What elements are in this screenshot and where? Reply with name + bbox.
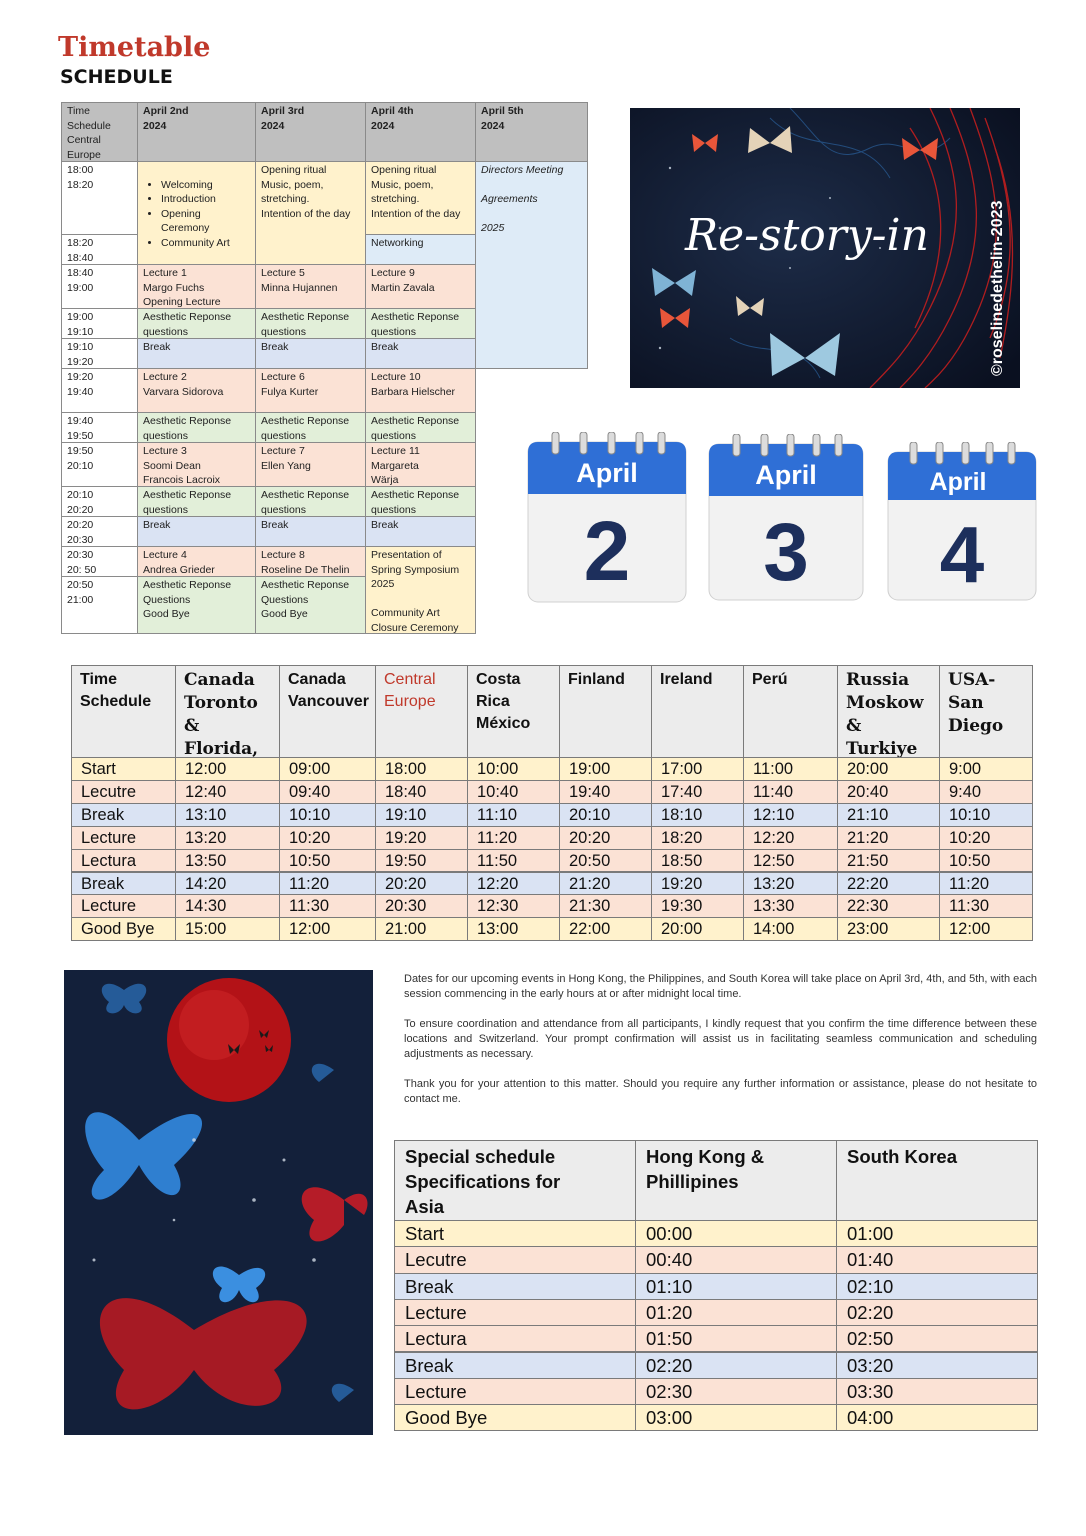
tz-header-cell: Perú xyxy=(743,665,838,758)
aesthetic-cell: Aesthetic Reponse questions xyxy=(137,308,256,339)
time-cell: 19:40 19:50 xyxy=(61,412,138,443)
aesthetic-cell: Aesthetic Reponse questions xyxy=(137,486,256,517)
lecture-cell: Lecture 8 Roseline De Thelin xyxy=(255,546,366,577)
header-april3: April 3rd 2024 xyxy=(255,102,366,162)
re-story-in-poster xyxy=(630,108,1020,388)
tz-time-cell: 14:20 xyxy=(175,872,280,896)
tz-time-cell: 14:00 xyxy=(743,917,838,941)
tz-time-cell: 9:00 xyxy=(939,757,1033,781)
april4-opening-cell: Opening ritual Music, poem, stretching. Intention of the day xyxy=(365,161,476,235)
tz-time-cell: 12:50 xyxy=(743,849,838,873)
tz-time-cell: 11:30 xyxy=(939,894,1033,918)
tz-time-cell: 09:00 xyxy=(279,757,376,781)
tz-time-cell: 20:00 xyxy=(837,757,940,781)
time-cell: 18:40 19:00 xyxy=(61,264,138,309)
note-paragraph: Dates for our upcoming events in Hong Kong, the Philippines, and South Korea will take place on April 3rd, 4th, and 5th, with each session commencing in the early hours at or after midnight local time. xyxy=(404,973,1037,1000)
time-cell: 19:50 20:10 xyxy=(61,442,138,487)
butterfly-artwork xyxy=(64,970,373,1435)
tz-time-cell: 19:50 xyxy=(375,849,468,873)
calendar-month: April xyxy=(929,468,987,496)
asia-time-cell: 02:10 xyxy=(836,1273,1038,1300)
tz-time-cell: 10:20 xyxy=(279,826,376,850)
lecture-cell: Lecture 4 Andrea Grieder xyxy=(137,546,256,577)
break-cell: Break xyxy=(137,338,256,369)
asia-header-cell: Special schedule Specifications for Asia xyxy=(394,1140,636,1221)
goodbye-cell: Aesthetic Reponse Questions Good Bye xyxy=(255,576,366,634)
header-april5: April 5th 2024 xyxy=(475,102,588,162)
tz-row-label: Lecture xyxy=(71,826,176,850)
aesthetic-cell: Aesthetic Reponse questions xyxy=(365,486,476,517)
calendar-icon xyxy=(707,434,865,607)
tz-time-cell: 12:10 xyxy=(743,803,838,827)
tz-time-cell: 21:20 xyxy=(559,872,652,896)
page-subtitle: SCHEDULE xyxy=(60,66,173,88)
calendar-month: April xyxy=(755,460,817,490)
time-cell: 18:00 18:20 xyxy=(61,161,138,235)
tz-time-cell: 11:20 xyxy=(939,872,1033,896)
asia-time-cell: 02:20 xyxy=(635,1352,837,1379)
tz-row-label: Break xyxy=(71,803,176,827)
tz-time-cell: 11:10 xyxy=(467,803,560,827)
tz-time-cell: 10:10 xyxy=(279,803,376,827)
tz-row-label: Start xyxy=(71,757,176,781)
tz-time-cell: 18:20 xyxy=(651,826,744,850)
tz-row-label: Break xyxy=(71,872,176,896)
asia-row-label: Lectura xyxy=(394,1325,636,1352)
break-cell: Break xyxy=(137,516,256,547)
tz-time-cell: 20:20 xyxy=(559,826,652,850)
tz-time-cell: 19:20 xyxy=(375,826,468,850)
tz-time-cell: 11:00 xyxy=(743,757,838,781)
tz-row-label: Lecutre xyxy=(71,780,176,804)
tz-time-cell: 10:10 xyxy=(939,803,1033,827)
tz-time-cell: 10:20 xyxy=(939,826,1033,850)
asia-header-cell: Hong Kong & Phillipines xyxy=(635,1140,837,1221)
tz-time-cell: 21:00 xyxy=(375,917,468,941)
tz-time-cell: 21:50 xyxy=(837,849,940,873)
asia-time-cell: 01:20 xyxy=(635,1299,837,1326)
closure-cell: Presentation of Spring Symposium 2025 Community Art Closure Ceremony xyxy=(365,546,476,634)
tz-time-cell: 09:40 xyxy=(279,780,376,804)
tz-time-cell: 15:00 xyxy=(175,917,280,941)
tz-time-cell: 12:20 xyxy=(743,826,838,850)
tz-time-cell: 18:40 xyxy=(375,780,468,804)
tz-time-cell: 12:20 xyxy=(467,872,560,896)
break-cell: Break xyxy=(365,516,476,547)
asia-header-cell: South Korea xyxy=(836,1140,1038,1221)
list-item: • Community Art xyxy=(161,236,250,251)
timezone-table xyxy=(71,665,1032,940)
asia-time-cell: 00:40 xyxy=(635,1246,837,1273)
header-april2: April 2nd 2024 xyxy=(137,102,256,162)
calendar-icon xyxy=(526,432,688,609)
tz-time-cell: 19:20 xyxy=(651,872,744,896)
tz-row-label: Lectura xyxy=(71,849,176,873)
april3-opening-cell: Opening ritual Music, poem, stretching. Intention of the day xyxy=(255,161,366,265)
tz-time-cell: 10:00 xyxy=(467,757,560,781)
asia-time-cell: 00:00 xyxy=(635,1220,837,1247)
tz-time-cell: 10:50 xyxy=(939,849,1033,873)
lecture-cell: Lecture 1 Margo Fuchs Opening Lecture xyxy=(137,264,256,309)
tz-time-cell: 20:20 xyxy=(375,872,468,896)
tz-time-cell: 11:50 xyxy=(467,849,560,873)
tz-time-cell: 13:10 xyxy=(175,803,280,827)
tz-time-cell: 18:00 xyxy=(375,757,468,781)
tz-time-cell: 23:00 xyxy=(837,917,940,941)
tz-row-label: Lecture xyxy=(71,894,176,918)
tz-time-cell: 18:50 xyxy=(651,849,744,873)
aesthetic-cell: Aesthetic Reponse questions xyxy=(365,308,476,339)
tz-time-cell: 10:40 xyxy=(467,780,560,804)
tz-time-cell: 20:50 xyxy=(559,849,652,873)
aesthetic-cell: Aesthetic Reponse questions xyxy=(137,412,256,443)
lecture-cell: Lecture 10 Barbara Hielscher xyxy=(365,368,476,413)
asia-time-cell: 04:00 xyxy=(836,1404,1038,1431)
tz-time-cell: 20:40 xyxy=(837,780,940,804)
asia-time-cell: 02:30 xyxy=(635,1378,837,1405)
tz-time-cell: 20:30 xyxy=(375,894,468,918)
list-item: • Opening Ceremony xyxy=(161,207,250,236)
tz-time-cell: 20:00 xyxy=(651,917,744,941)
tz-time-cell: 11:20 xyxy=(467,826,560,850)
calendar-day: 3 xyxy=(763,507,809,598)
april5-directors-cell: Directors Meeting Agreements 2025 xyxy=(475,161,588,369)
tz-time-cell: 13:20 xyxy=(175,826,280,850)
tz-time-cell: 12:00 xyxy=(175,757,280,781)
time-cell: 19:00 19:10 xyxy=(61,308,138,339)
asia-time-cell: 02:50 xyxy=(836,1325,1038,1352)
tz-time-cell: 11:40 xyxy=(743,780,838,804)
lecture-cell: Lecture 2 Varvara Sidorova xyxy=(137,368,256,413)
asia-time-cell: 01:50 xyxy=(635,1325,837,1352)
time-cell: 20:30 20: 50 xyxy=(61,546,138,577)
asia-note xyxy=(404,972,1037,1122)
page-title: Timetable xyxy=(58,32,211,63)
asia-row-label: Break xyxy=(394,1273,636,1300)
tz-time-cell: 13:00 xyxy=(467,917,560,941)
tz-header-cell: Time Schedule xyxy=(71,665,176,758)
header-april4: April 4th 2024 xyxy=(365,102,476,162)
tz-time-cell: 12:00 xyxy=(939,917,1033,941)
calendar-month: April xyxy=(576,458,638,488)
tz-time-cell: 10:50 xyxy=(279,849,376,873)
poster-title: Re-story-in xyxy=(685,210,929,261)
aesthetic-cell: Aesthetic Reponse questions xyxy=(255,412,366,443)
asia-time-cell: 01:00 xyxy=(836,1220,1038,1247)
time-cell: 18:20 18:40 xyxy=(61,234,138,265)
asia-row-label: Start xyxy=(394,1220,636,1247)
asia-row-label: Lecture xyxy=(394,1378,636,1405)
tz-header-cell: Canada Vancouver xyxy=(279,665,376,758)
asia-time-cell: 01:10 xyxy=(635,1273,837,1300)
tz-time-cell: 13:30 xyxy=(743,894,838,918)
tz-header-cell: Central Europe xyxy=(375,665,468,758)
note-paragraph: To ensure coordination and attendance from all participants, I kindly request that you confirm the time difference between these locations and Switzerland. Your prompt confirmation will assist us in facilitating seamless communication and scheduling adjustments as necessary. xyxy=(404,1018,1037,1060)
schedule-table xyxy=(61,102,588,634)
asia-time-cell: 03:20 xyxy=(836,1352,1038,1379)
asia-time-cell: 03:00 xyxy=(635,1404,837,1431)
april2-opening-cell xyxy=(137,161,256,265)
aesthetic-cell: Aesthetic Reponse questions xyxy=(255,486,366,517)
lecture-cell: Lecture 9 Martin Zavala xyxy=(365,264,476,309)
tz-time-cell: 17:00 xyxy=(651,757,744,781)
tz-time-cell: 22:00 xyxy=(559,917,652,941)
tz-time-cell: 19:30 xyxy=(651,894,744,918)
asia-row-label: Lecture xyxy=(394,1299,636,1326)
break-cell: Break xyxy=(255,338,366,369)
calendar-day: 4 xyxy=(939,510,985,599)
tz-time-cell: 21:10 xyxy=(837,803,940,827)
time-cell: 20:10 20:20 xyxy=(61,486,138,517)
aesthetic-cell: Aesthetic Reponse questions xyxy=(255,308,366,339)
tz-time-cell: 22:20 xyxy=(837,872,940,896)
networking-cell: Networking xyxy=(365,234,476,265)
tz-header-cell: Russia Moskow & Turkiye xyxy=(837,665,940,758)
tz-time-cell: 12:00 xyxy=(279,917,376,941)
time-cell: 20:50 21:00 xyxy=(61,576,138,634)
tz-time-cell: 11:20 xyxy=(279,872,376,896)
tz-header-cell: Ireland xyxy=(651,665,744,758)
tz-header-cell: USA- San Diego xyxy=(939,665,1033,758)
calendar-day: 2 xyxy=(583,504,631,598)
lecture-cell: Lecture 6 Fulya Kurter xyxy=(255,368,366,413)
asia-row-label: Lecutre xyxy=(394,1246,636,1273)
tz-header-cell: Finland xyxy=(559,665,652,758)
tz-time-cell: 14:30 xyxy=(175,894,280,918)
asia-row-label: Break xyxy=(394,1352,636,1379)
break-cell: Break xyxy=(255,516,366,547)
tz-time-cell: 9:40 xyxy=(939,780,1033,804)
asia-time-cell: 03:30 xyxy=(836,1378,1038,1405)
tz-time-cell: 18:10 xyxy=(651,803,744,827)
time-cell: 19:10 19:20 xyxy=(61,338,138,369)
list-item: • Welcoming xyxy=(161,178,250,193)
tz-time-cell: 19:40 xyxy=(559,780,652,804)
poster-credit: ©roselinedethelin-2023 xyxy=(989,200,1006,376)
note-paragraph: Thank you for your attention to this matter. Should you require any further information or assistance, please do not hesitate to contact me. xyxy=(404,1078,1037,1105)
tz-time-cell: 20:10 xyxy=(559,803,652,827)
lecture-cell: Lecture 11 Margareta Wärja xyxy=(365,442,476,487)
tz-header-cell: Costa Rica México xyxy=(467,665,560,758)
tz-time-cell: 11:30 xyxy=(279,894,376,918)
break-cell: Break xyxy=(365,338,476,369)
tz-time-cell: 19:10 xyxy=(375,803,468,827)
tz-time-cell: 17:40 xyxy=(651,780,744,804)
tz-time-cell: 21:20 xyxy=(837,826,940,850)
tz-time-cell: 12:30 xyxy=(467,894,560,918)
asia-row-label: Good Bye xyxy=(394,1404,636,1431)
goodbye-cell: Aesthetic Reponse Questions Good Bye xyxy=(137,576,256,634)
list-item: • Introduction xyxy=(161,192,250,207)
tz-time-cell: 13:50 xyxy=(175,849,280,873)
time-cell: 19:20 19:40 xyxy=(61,368,138,413)
tz-time-cell: 19:00 xyxy=(559,757,652,781)
lecture-cell: Lecture 7 Ellen Yang xyxy=(255,442,366,487)
lecture-cell: Lecture 3 Soomi Dean Francois Lacroix xyxy=(137,442,256,487)
tz-header-cell: Canada Toronto & Florida, xyxy=(175,665,280,758)
asia-time-cell: 01:40 xyxy=(836,1246,1038,1273)
tz-time-cell: 12:40 xyxy=(175,780,280,804)
time-cell: 20:20 20:30 xyxy=(61,516,138,547)
tz-time-cell: 22:30 xyxy=(837,894,940,918)
lecture-cell: Lecture 5 Minna Hujannen xyxy=(255,264,366,309)
tz-time-cell: 13:20 xyxy=(743,872,838,896)
calendar-icon xyxy=(886,442,1038,607)
tz-time-cell: 21:30 xyxy=(559,894,652,918)
asia-time-cell: 02:20 xyxy=(836,1299,1038,1326)
header-time-cell: Time Schedule Central Europe xyxy=(61,102,138,162)
asia-schedule-table xyxy=(394,1140,1037,1431)
aesthetic-cell: Aesthetic Reponse questions xyxy=(365,412,476,443)
tz-row-label: Good Bye xyxy=(71,917,176,941)
